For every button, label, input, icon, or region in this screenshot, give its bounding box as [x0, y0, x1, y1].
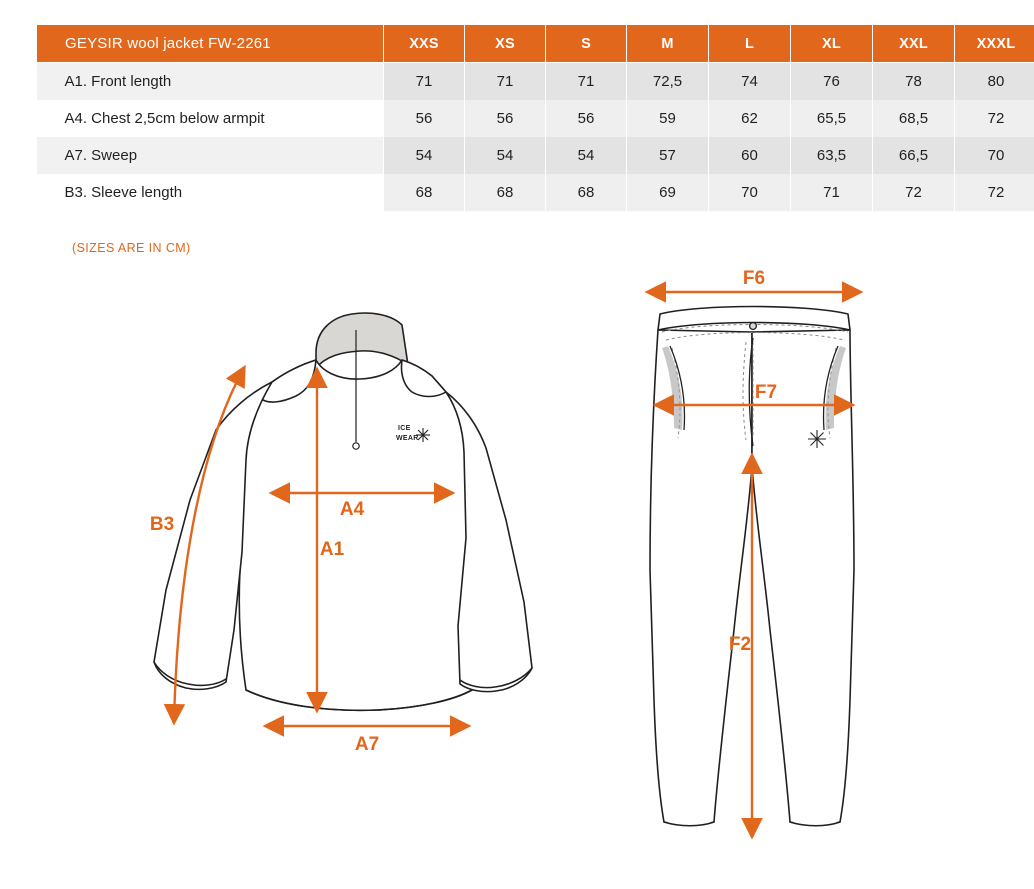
size-header-xl: XL — [791, 25, 873, 63]
size-table-head — [37, 25, 1034, 63]
cell-a4-s: 56 — [546, 100, 627, 137]
cell-b3-xxl: 72 — [873, 174, 955, 211]
size-header-s: S — [546, 25, 627, 63]
size-table — [36, 24, 1034, 211]
cell-b3-xxs: 68 — [384, 174, 465, 211]
cell-b3-m: 69 — [627, 174, 709, 211]
table-row — [37, 63, 1034, 101]
cell-a1-xxs: 71 — [384, 63, 465, 101]
illustrations-area — [0, 270, 1034, 889]
row-label-a4: A4. Chest 2,5cm below armpit — [37, 100, 384, 137]
pants-figure — [610, 270, 930, 850]
cell-a4-xxxl: 72 — [955, 100, 1034, 137]
size-header-xxs: XXS — [384, 25, 465, 63]
cell-a1-s: 71 — [546, 63, 627, 101]
cell-a4-l: 62 — [709, 100, 791, 137]
dimension-label-b3: B3 — [149, 514, 175, 535]
size-header-xs: XS — [465, 25, 546, 63]
product-name-header: GEYSIR wool jacket FW-2261 — [37, 25, 384, 63]
dimension-label-a4: A4 — [339, 499, 365, 520]
size-header-m: M — [627, 25, 709, 63]
jacket-figure — [120, 270, 550, 790]
cell-a7-s: 54 — [546, 137, 627, 174]
cell-a4-m: 59 — [627, 100, 709, 137]
brand-line-1: ICE — [398, 425, 411, 432]
cell-a7-xxxl: 70 — [955, 137, 1034, 174]
table-header-row — [37, 25, 1034, 63]
cell-a7-l: 60 — [709, 137, 791, 174]
cell-a1-xs: 71 — [465, 63, 546, 101]
cell-a1-l: 74 — [709, 63, 791, 101]
size-header-xxl: XXL — [873, 25, 955, 63]
cell-a1-xxxl: 80 — [955, 63, 1034, 101]
cell-b3-xxxl: 72 — [955, 174, 1034, 211]
cell-a4-xxl: 68,5 — [873, 100, 955, 137]
dimension-f6 — [648, 270, 860, 292]
size-header-xxxl: XXXL — [955, 25, 1034, 63]
table-row — [37, 137, 1034, 174]
dimension-label-f7: F7 — [754, 382, 778, 403]
cell-b3-xs: 68 — [465, 174, 546, 211]
cell-a4-xl: 65,5 — [791, 100, 873, 137]
cell-a7-xxl: 66,5 — [873, 137, 955, 174]
row-label-b3: B3. Sleeve length — [37, 174, 384, 211]
size-table-container — [36, 24, 1016, 211]
units-note: (SIZES ARE IN CM) — [72, 241, 191, 255]
cell-a4-xs: 56 — [465, 100, 546, 137]
dimension-label-f2: F2 — [728, 634, 752, 655]
cell-a7-m: 57 — [627, 137, 709, 174]
cell-b3-xl: 71 — [791, 174, 873, 211]
cell-b3-s: 68 — [546, 174, 627, 211]
cell-a4-xxs: 56 — [384, 100, 465, 137]
snowflake-icon — [808, 430, 826, 448]
dimension-label-a1: A1 — [319, 539, 345, 560]
row-label-a7: A7. Sweep — [37, 137, 384, 174]
cell-a7-xxs: 54 — [384, 137, 465, 174]
brand-line-2: WEAR — [396, 435, 419, 442]
cell-a1-m: 72,5 — [627, 63, 709, 101]
snowflake-icon — [416, 428, 430, 442]
size-table-body — [37, 63, 1034, 212]
cell-a7-xs: 54 — [465, 137, 546, 174]
cell-b3-l: 70 — [709, 174, 791, 211]
cell-a1-xxl: 78 — [873, 63, 955, 101]
cell-a1-xl: 76 — [791, 63, 873, 101]
dimension-label-f6: F6 — [742, 270, 766, 289]
dimension-label-a7: A7 — [354, 734, 380, 755]
size-header-l: L — [709, 25, 791, 63]
row-label-a1: A1. Front length — [37, 63, 384, 101]
table-row — [37, 174, 1034, 211]
dimension-a7 — [266, 726, 468, 755]
table-row — [37, 100, 1034, 137]
cell-a7-xl: 63,5 — [791, 137, 873, 174]
